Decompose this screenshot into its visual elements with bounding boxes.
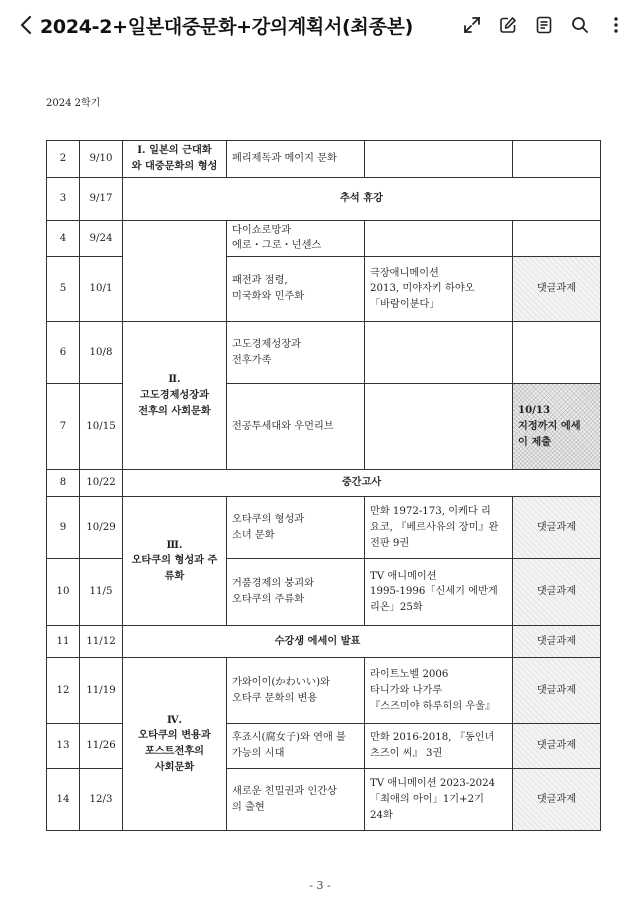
assignment-cell (513, 141, 601, 178)
edit-button[interactable] (492, 10, 524, 40)
week-date: 9/10 (80, 141, 123, 178)
back-button[interactable] (12, 10, 40, 40)
week-date: 10/22 (80, 470, 123, 497)
week-date: 9/24 (80, 220, 123, 257)
unit-title: Ⅰ. 일본의 근대화 와 대중문화의 형성 (123, 141, 227, 178)
assignment-cell: 댓글과제 (513, 626, 601, 658)
app-header (0, 0, 640, 50)
lecture-material: 만화 1972-173, 이케다 리 요코, 『베르사유의 장미』완 전판 9권 (365, 497, 513, 559)
lecture-topic: 페리제독과 메이지 문화 (227, 141, 365, 178)
header-toolbar (456, 10, 632, 40)
assignment-cell: 댓글과제 (513, 497, 601, 559)
week-number: 14 (47, 769, 80, 831)
table-row (47, 141, 601, 178)
week-date: 11/26 (80, 724, 123, 769)
unit-title: Ⅱ. 고도경제성장과 전후의 사회문화 (123, 322, 227, 470)
assignment-cell: 댓글과제 (513, 658, 601, 724)
document-button[interactable] (528, 10, 560, 40)
lecture-topic: 패전과 점령, 미국화와 민주화 (227, 257, 365, 322)
lecture-topic: 오타쿠의 형성과 소녀 문화 (227, 497, 365, 559)
assignment-cell (513, 322, 601, 384)
week-number: 13 (47, 724, 80, 769)
assignment-cell: 댓글과제 (513, 724, 601, 769)
week-number: 8 (47, 470, 80, 497)
lecture-material: 만화 2016-2018, 『동인녀 츠즈이 씨』 3권 (365, 724, 513, 769)
more-button[interactable] (600, 10, 632, 40)
expand-button[interactable] (456, 10, 488, 40)
lecture-topic: 거품경제의 붕괴와 오타쿠의 주류화 (227, 559, 365, 626)
lecture-topic: 후죠시(腐女子)와 연애 불 가능의 시대 (227, 724, 365, 769)
assignment-cell: 댓글과제 (513, 559, 601, 626)
week-date: 12/3 (80, 769, 123, 831)
week-number: 11 (47, 626, 80, 658)
unit-title: Ⅳ. 오타쿠의 변용과 포스트전후의 사회문화 (123, 658, 227, 831)
week-date: 9/17 (80, 177, 123, 220)
table-row (47, 626, 601, 658)
schedule-table (46, 140, 601, 831)
table-row (47, 497, 601, 559)
chevron-left-icon (20, 15, 32, 35)
event-cell: 추석 휴강 (123, 177, 601, 220)
event-cell: 중간고사 (123, 470, 601, 497)
lecture-material (365, 141, 513, 178)
more-icon (613, 16, 619, 34)
table-row (47, 470, 601, 497)
table-row (47, 658, 601, 724)
week-date: 11/19 (80, 658, 123, 724)
lecture-material (365, 220, 513, 257)
lecture-topic: 고도경제성장과 전후가족 (227, 322, 365, 384)
week-date: 10/15 (80, 384, 123, 470)
week-number: 12 (47, 658, 80, 724)
week-date: 10/8 (80, 322, 123, 384)
assignment-cell: 댓글과제 (513, 257, 601, 322)
lecture-material: TV 애니메이션 1995-1996「신세기 에반게 리온」25화 (365, 559, 513, 626)
week-number: 5 (47, 257, 80, 322)
table-row (47, 322, 601, 384)
search-button[interactable] (564, 10, 596, 40)
event-cell: 수강생 에세이 발표 (123, 626, 513, 658)
week-number: 6 (47, 322, 80, 384)
expand-icon (463, 16, 481, 34)
page-number: - 3 - (309, 879, 331, 892)
week-number: 7 (47, 384, 80, 470)
lecture-topic: 가와이이(かわいい)와 오타쿠 문화의 변용 (227, 658, 365, 724)
table-row (47, 177, 601, 220)
lecture-material (365, 384, 513, 470)
week-number: 10 (47, 559, 80, 626)
lecture-topic: 전공투세대와 우먼리브 (227, 384, 365, 470)
week-date: 11/5 (80, 559, 123, 626)
lecture-material: 라이트노벨 2006 타니가와 나가루 『스즈미야 하루히의 우울』 (365, 658, 513, 724)
week-date: 11/12 (80, 626, 123, 658)
lecture-material: TV 애니메이션 2023-2024 「최애의 아이」1기+2기 24화 (365, 769, 513, 831)
week-number: 4 (47, 220, 80, 257)
semester-label: 2024 2학기 (46, 98, 101, 109)
document-icon (536, 16, 552, 34)
assignment-cell: 댓글과제 (513, 769, 601, 831)
lecture-topic: 다이쇼로망과 에로・그로・넌센스 (227, 220, 365, 257)
week-number: 2 (47, 141, 80, 178)
week-date: 10/1 (80, 257, 123, 322)
lecture-topic: 새로운 친밀권과 인간상 의 출현 (227, 769, 365, 831)
week-number: 3 (47, 177, 80, 220)
edit-icon (499, 16, 517, 34)
week-date: 10/29 (80, 497, 123, 559)
table-row (47, 220, 601, 257)
unit-title (123, 220, 227, 322)
week-number: 9 (47, 497, 80, 559)
lecture-material (365, 322, 513, 384)
search-icon (571, 16, 589, 34)
assignment-cell (513, 220, 601, 257)
document-title: 2024-2+일본대중문화+강의계획서(최종본) (40, 16, 413, 38)
assignment-cell: 10/13 지정까지 에세 이 제출 (513, 384, 601, 470)
unit-title: Ⅲ. 오타쿠의 형성과 주 류화 (123, 497, 227, 626)
lecture-material: 극장애니메이션 2013, 미야자키 하야오 「바람이분다」 (365, 257, 513, 322)
